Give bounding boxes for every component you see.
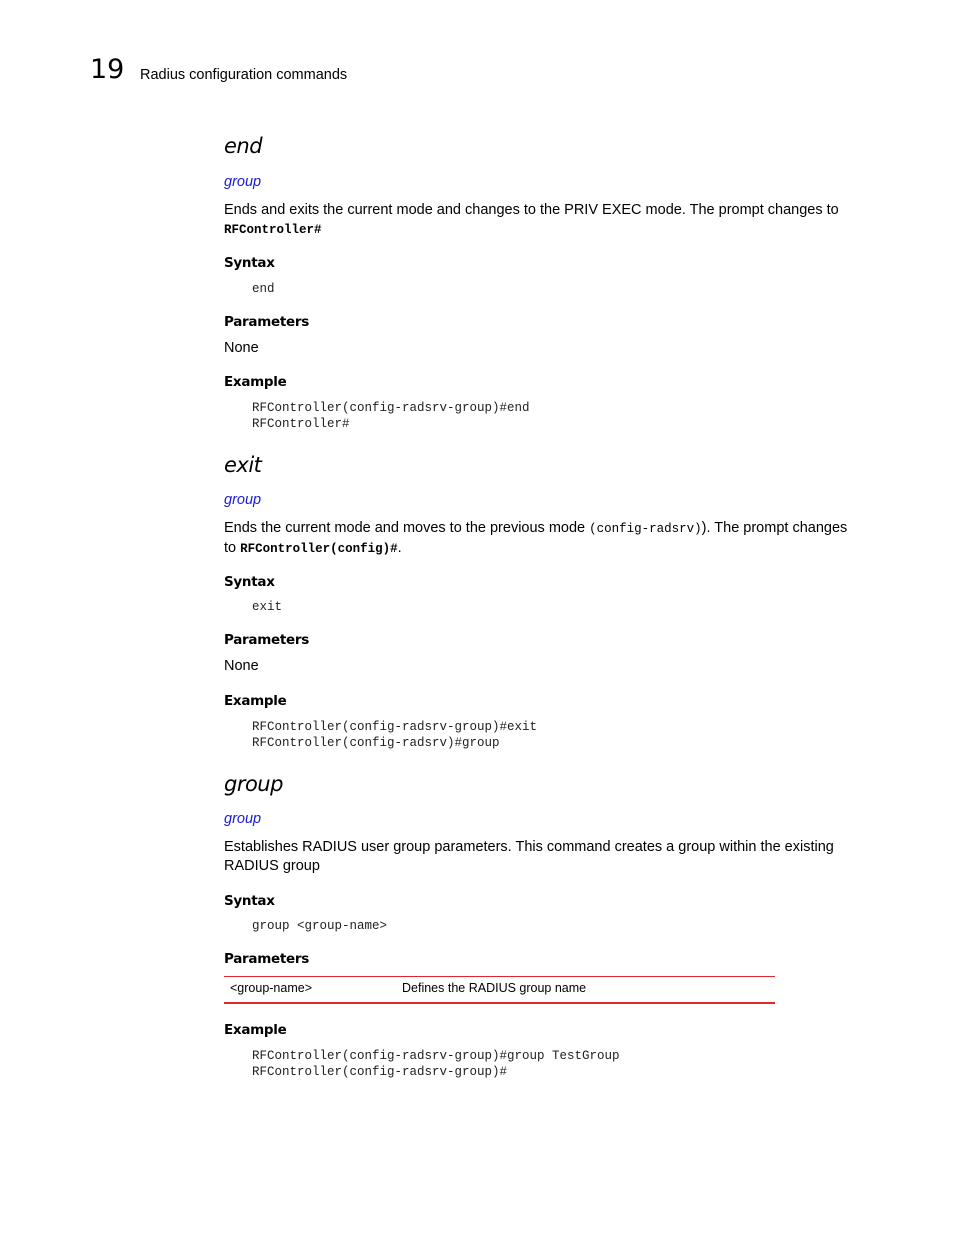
exit-period: . bbox=[397, 540, 402, 556]
exit-description bbox=[224, 519, 874, 559]
group-link-end[interactable]: group bbox=[224, 174, 262, 190]
parameter-table bbox=[224, 976, 775, 1004]
group-description bbox=[224, 838, 874, 876]
exit-mode: (config-radsrv) bbox=[589, 522, 702, 536]
end-example-line: RFController(config-radsrv-group)#end bbox=[252, 401, 530, 415]
parameter-name: <group-name> bbox=[230, 981, 313, 995]
end-description-text: Ends and exits the current mode and changes to the PRIV EXEC mode. The prompt changes to bbox=[224, 202, 839, 218]
group-link-exit[interactable]: group bbox=[224, 492, 262, 508]
end-params: None bbox=[224, 340, 259, 356]
exit-syntax-heading: Syntax bbox=[224, 574, 275, 590]
end-prompt: RFController# bbox=[224, 223, 322, 237]
exit-description-text: Ends the current mode and moves to the previous mode bbox=[224, 520, 590, 536]
chapter-number: 19 bbox=[90, 54, 125, 85]
end-description bbox=[224, 201, 874, 240]
exit-syntax: exit bbox=[252, 600, 283, 614]
chapter-title: Radius configuration commands bbox=[140, 67, 348, 83]
group-params-heading: Parameters bbox=[224, 951, 309, 967]
end-params-heading: Parameters bbox=[224, 314, 309, 330]
exit-params-heading: Parameters bbox=[224, 632, 309, 648]
group-syntax: group <group-name> bbox=[252, 919, 388, 933]
exit-params: None bbox=[224, 658, 259, 674]
command-title-group: group bbox=[224, 772, 283, 796]
parameter-description: Defines the RADIUS group name bbox=[402, 981, 587, 995]
exit-example-line: RFController(config-radsrv-group)#exit bbox=[252, 720, 538, 734]
end-syntax-heading: Syntax bbox=[224, 255, 275, 271]
exit-prompt: RFController(config)# bbox=[240, 542, 398, 556]
exit-example-line: RFController(config-radsrv)#group bbox=[252, 736, 500, 750]
exit-description-post: ). The prompt changes bbox=[701, 520, 848, 536]
end-example-heading: Example bbox=[224, 374, 287, 390]
exit-description-to: to bbox=[224, 540, 241, 556]
exit-example-heading: Example bbox=[224, 693, 287, 709]
group-description-line1: Establishes RADIUS user group parameters. This command creates a group within the existing bbox=[224, 839, 834, 855]
command-title-exit: exit bbox=[224, 453, 262, 477]
group-example-line: RFController(config-radsrv-group)#group TestGroup bbox=[252, 1049, 620, 1063]
group-example-heading: Example bbox=[224, 1022, 287, 1038]
group-link-group[interactable]: group bbox=[224, 811, 262, 827]
group-description-line2: RADIUS group bbox=[224, 858, 320, 874]
group-syntax-heading: Syntax bbox=[224, 893, 275, 909]
end-example-line: RFController# bbox=[252, 417, 350, 431]
end-syntax: end bbox=[252, 282, 275, 296]
group-example-line: RFController(config-radsrv-group)# bbox=[252, 1065, 508, 1079]
command-title-end: end bbox=[224, 134, 263, 158]
